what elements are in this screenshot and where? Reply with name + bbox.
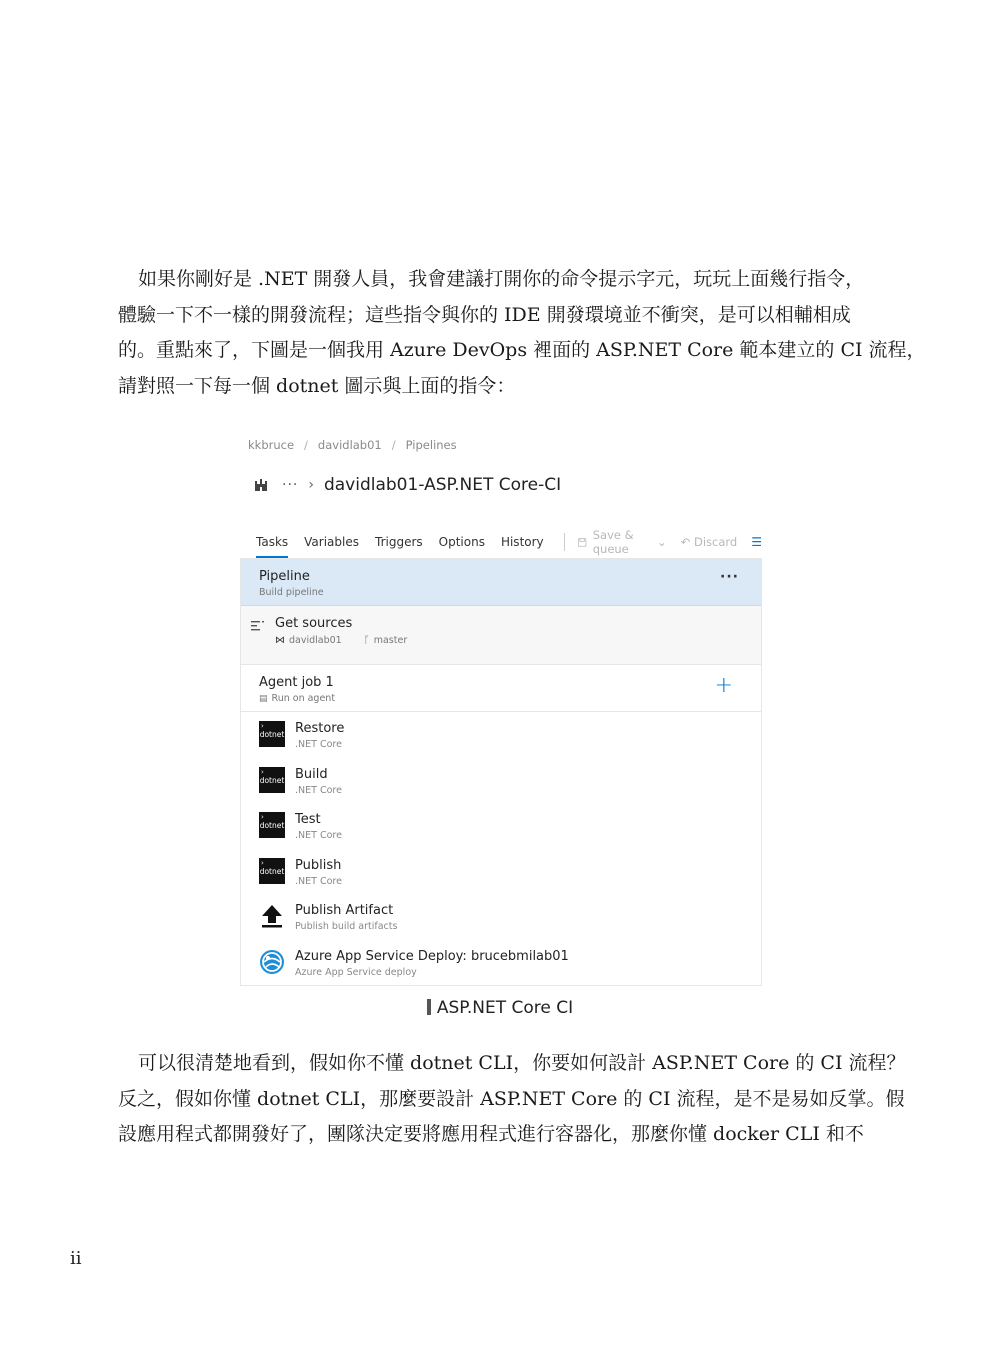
tab-options[interactable]: Options bbox=[438, 535, 485, 549]
task-title: Restore bbox=[295, 721, 345, 736]
task-title: Azure App Service Deploy: brucebmilab01 bbox=[295, 949, 569, 964]
save-queue-label: Save & queue bbox=[592, 528, 634, 556]
build-pipeline-icon bbox=[254, 478, 268, 492]
paragraph-line: 的。重點來了，下圖是一個我用 Azure DevOps 裡面的 ASP.NET Core 範本建立的 CI 流程， bbox=[118, 339, 926, 361]
task-build[interactable] bbox=[241, 759, 761, 805]
paragraph-line: 請對照一下每一個 dotnet 圖示與上面的指令： bbox=[118, 374, 516, 397]
pipeline-header bbox=[254, 472, 561, 498]
get-sources-title: Get sources bbox=[275, 616, 353, 631]
task-azure-deploy[interactable] bbox=[241, 941, 761, 987]
list-icon[interactable]: ☰ bbox=[751, 535, 762, 549]
agent-job-title: Agent job 1 bbox=[259, 675, 334, 690]
pipeline-row-title: Pipeline bbox=[259, 569, 310, 584]
save-queue-button[interactable] bbox=[578, 528, 666, 556]
body-paragraph-2 bbox=[118, 1046, 906, 1153]
tab-divider bbox=[564, 533, 565, 551]
task-title: Publish Artifact bbox=[295, 903, 394, 918]
tab-variables[interactable]: Variables bbox=[304, 535, 359, 549]
breadcrumb-org[interactable]: kkbruce bbox=[248, 438, 295, 452]
task-subtitle: Publish build artifacts bbox=[295, 921, 398, 932]
paragraph-line: 反之，假如你懂 dotnet CLI，那麼要設計 ASP.NET Core 的 CI 流程，是不是易如反掌。假 bbox=[118, 1087, 905, 1110]
server-icon: ▤ bbox=[259, 693, 268, 704]
tab-tasks[interactable]: Tasks bbox=[256, 535, 289, 549]
branch-icon: ᚴ bbox=[363, 635, 370, 646]
get-sources-row[interactable] bbox=[241, 606, 761, 665]
task-subtitle: .NET Core bbox=[295, 785, 342, 796]
task-title: Build bbox=[295, 767, 328, 782]
pipeline-screenshot-figure bbox=[240, 428, 762, 986]
task-subtitle: .NET Core bbox=[295, 876, 342, 887]
undo-icon: ↶ bbox=[680, 535, 691, 549]
task-subtitle: .NET Core bbox=[295, 830, 342, 841]
azure-app-service-icon bbox=[259, 949, 285, 975]
task-list-panel bbox=[240, 558, 762, 986]
dotnet-icon: › dotnet bbox=[259, 858, 285, 884]
ellipsis-icon[interactable]: ··· bbox=[720, 569, 739, 585]
dotnet-icon: › dotnet bbox=[259, 812, 285, 838]
task-test[interactable] bbox=[241, 804, 761, 850]
sources-list-icon bbox=[251, 620, 265, 632]
page-number: ii bbox=[70, 1248, 82, 1269]
repo-icon: ⋈ bbox=[275, 635, 285, 646]
caption-text: ASP.NET Core CI bbox=[436, 998, 574, 1018]
figure-caption bbox=[0, 998, 1000, 1018]
task-subtitle: .NET Core bbox=[295, 739, 342, 750]
more-options-icon[interactable]: ··· bbox=[282, 477, 299, 493]
upload-arrow-icon bbox=[259, 903, 285, 929]
paragraph-line: 可以很清楚地看到，假如你不懂 dotnet CLI，你要如何設計 ASP.NET Core 的 CI 流程？ bbox=[138, 1052, 906, 1074]
dotnet-icon: › dotnet bbox=[259, 767, 285, 793]
pipeline-row[interactable] bbox=[241, 559, 761, 606]
dotnet-icon: › dotnet bbox=[259, 721, 285, 747]
agent-job-row[interactable] bbox=[241, 665, 761, 712]
branch-name: master bbox=[373, 635, 408, 646]
task-subtitle: Azure App Service deploy bbox=[295, 967, 417, 978]
breadcrumb: kkbruce / davidlab01 / Pipelines bbox=[248, 438, 457, 452]
agent-job-subtitle-text: Run on agent bbox=[271, 693, 336, 704]
tab-bar bbox=[256, 530, 762, 554]
pipeline-row-subtitle: Build pipeline bbox=[259, 587, 324, 598]
chevron-right-icon: › bbox=[308, 477, 314, 493]
task-publish-artifact[interactable] bbox=[241, 895, 761, 941]
page-title: davidlab01-ASP.NET Core-CI bbox=[323, 475, 562, 495]
paragraph-line: 體驗一下不一樣的開發流程；這些指令與你的 IDE 開發環境並不衝突，是可以相輔相成 bbox=[118, 303, 851, 326]
task-title: Test bbox=[295, 812, 321, 827]
task-title: Publish bbox=[295, 858, 342, 873]
discard-button[interactable] bbox=[681, 535, 738, 549]
chevron-down-icon: ⌄ bbox=[657, 535, 667, 549]
tab-triggers[interactable]: Triggers bbox=[375, 535, 423, 549]
paragraph-line: 如果你剛好是 .NET 開發人員，我會建議打開你的命令提示字元，玩玩上面幾行指令， bbox=[138, 268, 865, 290]
get-sources-details bbox=[275, 635, 407, 646]
add-task-button[interactable]: + bbox=[714, 673, 733, 698]
breadcrumb-project[interactable]: davidlab01 bbox=[317, 438, 382, 452]
breadcrumb-pipelines[interactable]: Pipelines bbox=[405, 438, 457, 452]
body-paragraph-1 bbox=[118, 262, 926, 404]
task-restore[interactable] bbox=[241, 713, 761, 759]
caption-marker bbox=[427, 999, 431, 1015]
tab-history[interactable]: History bbox=[500, 535, 544, 549]
task-publish[interactable] bbox=[241, 850, 761, 896]
save-icon bbox=[578, 537, 586, 548]
paragraph-line: 設應用程式都開發好了，團隊決定要將應用程式進行容器化，那麼你懂 docker CLI 和不 bbox=[118, 1123, 864, 1145]
discard-label: Discard bbox=[693, 535, 738, 549]
repo-name: davidlab01 bbox=[289, 635, 342, 646]
agent-job-subtitle bbox=[259, 693, 335, 704]
